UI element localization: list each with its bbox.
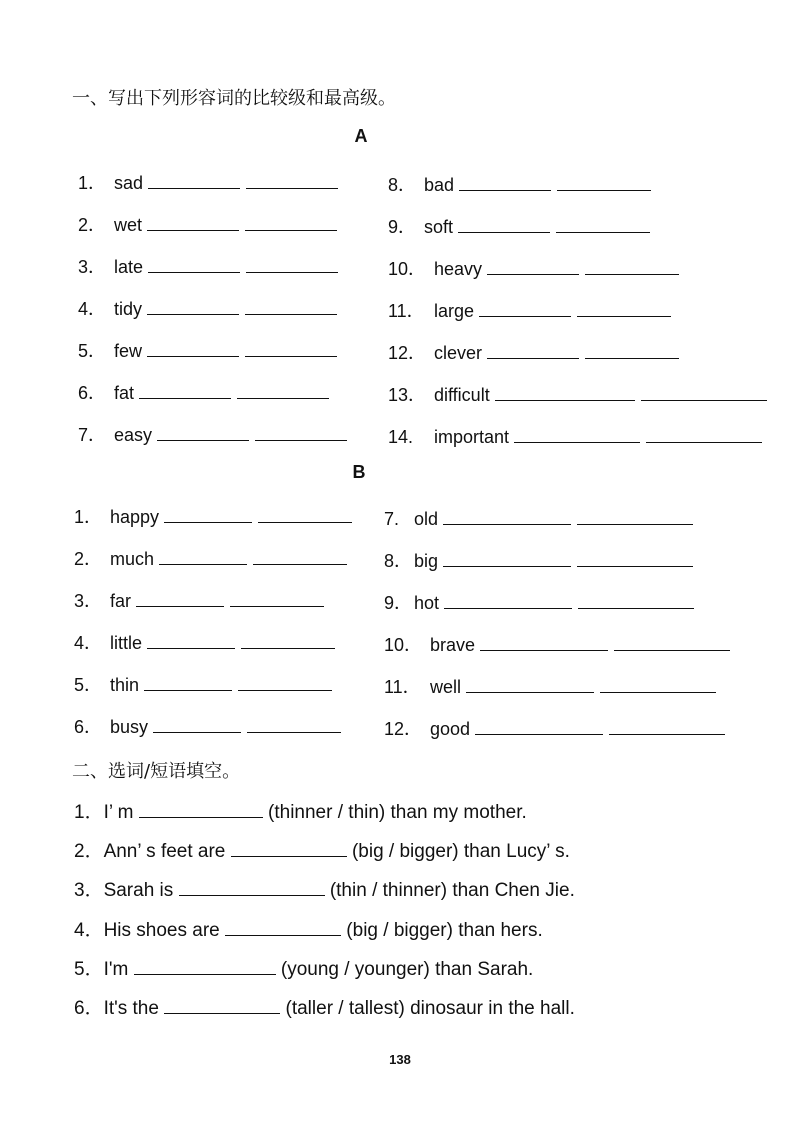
item-number: 3． (74, 591, 103, 611)
adjective-word: bad (424, 175, 460, 195)
superlative-blank[interactable] (230, 588, 324, 607)
answer-blank[interactable] (231, 837, 347, 857)
superlative-blank[interactable] (556, 214, 650, 233)
item-number: 14. (388, 427, 414, 447)
item-number: 7． (78, 425, 107, 445)
sentence-end: (big / bigger) than Lucy’ s. (346, 841, 570, 863)
adjective-word: well (430, 677, 467, 697)
adjective-word: clever (434, 343, 488, 363)
comparative-blank[interactable] (514, 424, 640, 443)
item-number: 2． (78, 215, 107, 235)
adjective-word: busy (110, 717, 154, 737)
section1-title: 一、写出下列形容词的比较级和最高级。 (72, 88, 396, 109)
item-number: 11． (388, 301, 425, 321)
adjective-word: wet (114, 215, 148, 235)
item-number: 6． (74, 717, 103, 737)
exercise-item (388, 340, 679, 365)
item-number: 1． (78, 173, 107, 193)
answer-blank[interactable] (134, 955, 276, 975)
superlative-blank[interactable] (614, 632, 730, 651)
exercise-item (74, 546, 347, 571)
comparative-blank[interactable] (480, 632, 608, 651)
superlative-blank[interactable] (247, 714, 341, 733)
exercise-item (388, 298, 671, 323)
sentence-start: 1．I’ m (74, 802, 139, 823)
exercise-item (78, 338, 337, 363)
superlative-blank[interactable] (245, 296, 337, 315)
exercise-item (384, 716, 725, 741)
comparative-blank[interactable] (147, 338, 239, 357)
adjective-word: sad (114, 173, 149, 193)
superlative-blank[interactable] (577, 548, 693, 567)
exercise-item (78, 254, 338, 279)
superlative-blank[interactable] (646, 424, 762, 443)
comparative-blank[interactable] (479, 298, 571, 317)
adjective-word: difficult (434, 385, 495, 405)
superlative-blank[interactable] (246, 254, 338, 273)
sentence-end: (young / younger) than Sarah. (275, 958, 534, 980)
superlative-blank[interactable] (585, 256, 679, 275)
sentence-start: 2．Ann’ s feet are (74, 841, 231, 863)
item-number: 4． (74, 633, 103, 653)
sentence-start: 6．It's the (74, 998, 165, 1019)
superlative-blank[interactable] (557, 172, 651, 191)
exercise-item (74, 630, 335, 655)
superlative-blank[interactable] (577, 298, 671, 317)
item-number: 2． (74, 549, 103, 569)
adjective-word: soft (424, 217, 459, 237)
item-number: 10． (388, 259, 427, 279)
superlative-blank[interactable] (609, 716, 725, 735)
comparative-blank[interactable] (147, 630, 235, 649)
adjective-word: tidy (114, 299, 148, 319)
exercise-item (78, 422, 347, 447)
comparative-blank[interactable] (444, 590, 572, 609)
adjective-word: old (414, 509, 444, 529)
answer-blank[interactable] (164, 994, 280, 1014)
adjective-word: hot (414, 593, 445, 613)
adjective-word: heavy (434, 259, 488, 279)
superlative-blank[interactable] (237, 380, 329, 399)
comparative-blank[interactable] (443, 506, 571, 525)
sentence-end: (big / bigger) than hers. (341, 919, 543, 941)
fill-in-sentence (74, 916, 543, 943)
adjective-word: little (110, 633, 148, 653)
comparative-blank[interactable] (487, 340, 579, 359)
answer-blank[interactable] (179, 876, 325, 896)
adjective-word: big (414, 551, 444, 571)
item-number: 5． (74, 675, 103, 695)
comparative-blank[interactable] (443, 548, 571, 567)
item-number: 12． (384, 719, 423, 739)
comparative-blank[interactable] (164, 504, 252, 523)
adjective-word: fat (114, 383, 140, 403)
section2-title: 二、选词/短语填空。 (72, 761, 241, 782)
item-number: 4． (78, 299, 107, 319)
comparative-blank[interactable] (466, 674, 594, 693)
comparative-blank[interactable] (487, 256, 579, 275)
sentence-start: 5．I'm (74, 958, 134, 980)
superlative-blank[interactable] (238, 672, 332, 691)
adjective-word: far (110, 591, 137, 611)
sentence-start: 4．His shoes are (74, 919, 226, 941)
item-number: 11． (384, 677, 421, 697)
fill-in-sentence (74, 837, 570, 864)
item-number: 8． (384, 551, 413, 571)
exercise-item (388, 172, 651, 197)
exercise-item (384, 548, 693, 573)
comparative-blank[interactable] (147, 296, 239, 315)
adjective-word: good (430, 719, 476, 739)
exercise-item (78, 212, 337, 237)
subheading-b: B (352, 462, 366, 482)
superlative-blank[interactable] (577, 506, 693, 525)
comparative-blank[interactable] (147, 212, 239, 231)
item-number: 8． (388, 175, 417, 195)
item-number: 1． (74, 507, 103, 527)
sentence-end: (taller / tallest) dinosaur in the hall. (280, 998, 575, 1019)
adjective-word: much (110, 549, 160, 569)
sentence-end: (thinner / thin) than my mother. (262, 802, 527, 823)
fill-in-sentence (74, 876, 575, 903)
superlative-blank[interactable] (245, 212, 337, 231)
superlative-blank[interactable] (600, 674, 716, 693)
exercise-item (384, 506, 693, 531)
fill-in-sentence (74, 798, 527, 825)
adjective-word: brave (430, 635, 481, 655)
item-number: 12． (388, 343, 427, 363)
exercise-item (388, 256, 679, 281)
fill-in-sentence (74, 994, 575, 1021)
adjective-word: few (114, 341, 148, 361)
item-number: 13． (388, 385, 427, 405)
adjective-word: late (114, 257, 149, 277)
comparative-blank[interactable] (153, 714, 241, 733)
comparative-blank[interactable] (459, 172, 551, 191)
fill-in-sentence (74, 955, 533, 982)
comparative-blank[interactable] (159, 546, 247, 565)
comparative-blank[interactable] (148, 170, 240, 189)
superlative-blank[interactable] (241, 630, 335, 649)
adjective-word: large (434, 301, 480, 321)
adjective-word: important (434, 427, 515, 447)
exercise-item (388, 424, 762, 449)
sentence-start: 3．Sarah is (74, 880, 179, 902)
item-number: 9． (384, 593, 413, 613)
exercise-item (78, 380, 329, 405)
comparative-blank[interactable] (495, 382, 635, 401)
item-number: 9． (388, 217, 417, 237)
exercise-item (74, 714, 341, 739)
page-number: 138 (389, 1052, 411, 1067)
answer-blank[interactable] (225, 916, 341, 936)
exercise-item (384, 632, 730, 657)
exercise-item (388, 382, 767, 407)
exercise-item (74, 504, 352, 529)
superlative-blank[interactable] (258, 504, 352, 523)
comparative-blank[interactable] (475, 716, 603, 735)
item-number: 6． (78, 383, 107, 403)
superlative-blank[interactable] (641, 382, 767, 401)
exercise-item (384, 590, 694, 615)
comparative-blank[interactable] (458, 214, 550, 233)
adjective-word: easy (114, 425, 158, 445)
comparative-blank[interactable] (148, 254, 240, 273)
comparative-blank[interactable] (139, 380, 231, 399)
superlative-blank[interactable] (578, 590, 694, 609)
item-number: 10． (384, 635, 423, 655)
superlative-blank[interactable] (246, 170, 338, 189)
item-number: 3． (78, 257, 107, 277)
exercise-item (384, 674, 716, 699)
exercise-item (74, 672, 332, 697)
comparative-blank[interactable] (157, 422, 249, 441)
superlative-blank[interactable] (585, 340, 679, 359)
exercise-item (388, 214, 650, 239)
superlative-blank[interactable] (253, 546, 347, 565)
comparative-blank[interactable] (136, 588, 224, 607)
exercise-item (74, 588, 324, 613)
adjective-word: happy (110, 507, 165, 527)
superlative-blank[interactable] (255, 422, 347, 441)
superlative-blank[interactable] (245, 338, 337, 357)
sentence-end: (thin / thinner) than Chen Jie. (324, 880, 575, 902)
adjective-word: thin (110, 675, 145, 695)
comparative-blank[interactable] (144, 672, 232, 691)
exercise-item (78, 170, 338, 195)
subheading-a: A (354, 126, 368, 146)
item-number: 5． (78, 341, 107, 361)
item-number: 7. (384, 509, 400, 529)
exercise-item (78, 296, 337, 321)
answer-blank[interactable] (139, 798, 263, 818)
